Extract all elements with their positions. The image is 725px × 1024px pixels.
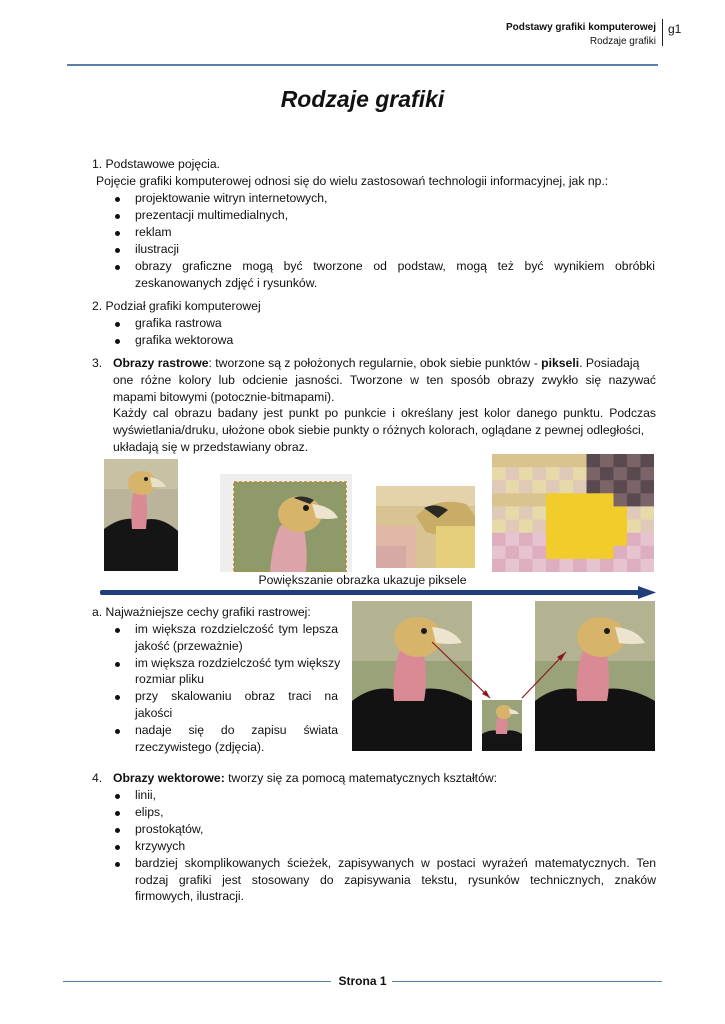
pixel-cell xyxy=(627,533,641,547)
s3-line4: Każdy cal obrazu badany jest punkt po punkcie i określany jest kolor danego punktu. Podczas xyxy=(113,406,656,420)
pixel-cell xyxy=(641,480,655,494)
s3-line3: mapami bitowymi (potocznie-bitmapami). xyxy=(113,390,335,404)
page-title: Rodzaje grafiki xyxy=(280,86,445,112)
pixel-cell xyxy=(492,559,506,572)
s1-item: obrazy graficzne mogą być tworzone od podstaw, mogą też być wynikiem obróbki xyxy=(135,259,655,273)
pixel-grid-svg xyxy=(492,454,654,572)
vulture-photo-thumbnail xyxy=(482,700,522,751)
pixel-cell xyxy=(492,480,506,494)
s3-bold-pixels: pikseli xyxy=(541,356,580,370)
pixel-cell xyxy=(587,559,601,572)
s3-num: 3. xyxy=(92,356,103,370)
sa-item-cont: jakość (przeważnie) xyxy=(135,639,243,653)
pixel-cell xyxy=(600,533,614,547)
pixel-cell xyxy=(600,506,614,520)
pixel-cell xyxy=(614,467,628,481)
pixel-cell xyxy=(587,506,601,520)
s4-text: tworzy się za pomocą matematycznych kształtów: xyxy=(224,771,498,785)
pixel-cell xyxy=(546,546,560,560)
pixel-cell xyxy=(492,520,506,534)
pixel-cell xyxy=(533,493,547,507)
pixel-cell xyxy=(627,480,641,494)
pixel-cell xyxy=(587,520,601,534)
pixel-cell xyxy=(546,454,560,468)
pixel-cell xyxy=(533,520,547,534)
pixel-cell xyxy=(533,559,547,572)
header-page-code: g1 xyxy=(668,22,682,36)
s1-item: reklam xyxy=(135,225,172,239)
pixel-cell xyxy=(560,546,574,560)
pixel-cell xyxy=(560,493,574,507)
pixel-cell xyxy=(506,533,520,547)
vulture-photo-zoom-medium xyxy=(376,486,475,568)
pixel-cell xyxy=(573,546,587,560)
pixel-cell xyxy=(627,546,641,560)
pixel-cell xyxy=(587,454,601,468)
pixel-cell xyxy=(641,454,655,468)
pixel-cell xyxy=(560,533,574,547)
pixel-cell xyxy=(546,559,560,572)
pixel-cell xyxy=(627,493,641,507)
pixel-cell xyxy=(573,493,587,507)
pixel-cell xyxy=(533,454,547,468)
pixel-cell xyxy=(641,493,655,507)
sa-item-cont: rzeczywistego (zdjęcia). xyxy=(135,740,265,754)
pixel-cell xyxy=(519,480,533,494)
pixel-cell xyxy=(587,493,601,507)
pixel-cell xyxy=(506,546,520,560)
s4-item: elips, xyxy=(135,805,164,819)
pixel-cell xyxy=(573,533,587,547)
s2-item: grafika rastrowa xyxy=(135,316,222,330)
pixel-cell xyxy=(600,493,614,507)
s1-item: ilustracji xyxy=(135,242,180,256)
s3-line6: układają się w przedstawiany obraz. xyxy=(113,440,309,454)
pixel-cell xyxy=(546,533,560,547)
s4-item: linii, xyxy=(135,788,156,802)
s2-item: grafika wektorowa xyxy=(135,333,234,347)
pixel-cell xyxy=(587,546,601,560)
pixel-cell xyxy=(641,546,655,560)
pixel-cell xyxy=(519,454,533,468)
pixel-cell xyxy=(492,546,506,560)
pixel-cell xyxy=(546,493,560,507)
s3-line5: wyświetlania/druku, ułożone obok siebie punkty o różnych kolorach, oglądane z pewnej odległości, xyxy=(113,423,645,437)
pixel-cell xyxy=(614,454,628,468)
pixel-cell xyxy=(533,480,547,494)
pixel-cell xyxy=(492,533,506,547)
pixel-cell xyxy=(614,559,628,572)
magnification-caption: Powiększanie obrazka ukazuje piksele xyxy=(258,573,467,587)
pixel-cell xyxy=(587,533,601,547)
pixel-cell xyxy=(506,480,520,494)
pixel-cell xyxy=(573,559,587,572)
pixel-cell xyxy=(546,506,560,520)
sa-item: im większa rozdzielczość tym większy xyxy=(135,656,341,670)
pixel-cell xyxy=(614,493,628,507)
pixel-cell xyxy=(627,506,641,520)
pixel-cell xyxy=(519,506,533,520)
pixel-cell xyxy=(627,454,641,468)
sa-item: nadaje się do zapisu świata xyxy=(135,723,338,737)
sa-item: przy skalowaniu obraz traci na xyxy=(135,689,338,703)
pixel-cell xyxy=(573,454,587,468)
pixel-cell xyxy=(600,454,614,468)
s2-heading: 2. Podział grafiki komputerowej xyxy=(92,299,261,313)
pixel-cell xyxy=(573,506,587,520)
pixel-cell xyxy=(560,480,574,494)
sa-item-cont: rozmiar pliku xyxy=(135,672,205,686)
pixel-cell xyxy=(506,520,520,534)
s4-heading xyxy=(113,770,497,787)
vulture-photo-selected xyxy=(220,474,352,572)
pixel-cell xyxy=(533,467,547,481)
s1-intro: Pojęcie grafiki komputerowej odnosi się do wielu zastosowań technologii informacyjnej, jak np.: xyxy=(96,174,609,188)
pixel-zoom-image xyxy=(492,454,654,572)
footer-page-number: Strona 1 xyxy=(338,974,387,988)
pixel-cell xyxy=(600,520,614,534)
s1-item: prezentacji multimedialnych, xyxy=(135,208,289,222)
scaling-red-arrows xyxy=(430,640,570,705)
s4-item-cont: firmowych, ilustracji. xyxy=(135,889,245,903)
pixel-cell xyxy=(533,546,547,560)
header-rule xyxy=(67,64,658,66)
pixel-cell xyxy=(492,467,506,481)
s3-line1 xyxy=(113,355,656,372)
pixel-cell xyxy=(560,520,574,534)
pixel-cell xyxy=(614,480,628,494)
pixel-cell xyxy=(614,533,628,547)
pixel-cell xyxy=(587,467,601,481)
pixel-cell xyxy=(600,467,614,481)
s4-item-cont: rodzaj grafiki jest stosowany do zapisywania tekstu, rysunków technicznych, znaków xyxy=(135,873,656,887)
pixel-cell xyxy=(641,559,655,572)
pixel-cell xyxy=(506,559,520,572)
pixel-cell xyxy=(641,520,655,534)
pixel-cell xyxy=(492,454,506,468)
pixel-cell xyxy=(506,493,520,507)
pixel-cell xyxy=(560,467,574,481)
pixel-cell xyxy=(614,546,628,560)
pixel-cell xyxy=(519,533,533,547)
s1-heading: 1. Podstawowe pojęcia. xyxy=(92,157,221,171)
pixel-cell xyxy=(600,546,614,560)
pixel-cell xyxy=(546,520,560,534)
pixel-cell xyxy=(573,467,587,481)
header-divider xyxy=(662,19,663,46)
pixel-cell xyxy=(546,467,560,481)
pixel-cell xyxy=(614,520,628,534)
sa-item: im większa rozdzielczość tym lepsza xyxy=(135,622,338,636)
pixel-cell xyxy=(506,467,520,481)
vulture-photo-small xyxy=(104,459,178,571)
pixel-cell xyxy=(560,454,574,468)
s3-text: : tworzone są z położonych regularnie, obok siebie punktów - xyxy=(208,356,542,370)
s4-bold-vector: Obrazy wektorowe: xyxy=(113,771,225,785)
header-section: Rodzaje grafiki xyxy=(589,36,656,47)
pixel-cell xyxy=(573,480,587,494)
pixel-cell xyxy=(587,480,601,494)
pixel-cell xyxy=(627,559,641,572)
pixel-cell xyxy=(533,533,547,547)
pixel-cell xyxy=(519,559,533,572)
s1-item-cont: zeskanowanych zdjęć i rysunków. xyxy=(135,276,318,290)
s1-item: projektowanie witryn internetowych, xyxy=(135,191,328,205)
pixel-cell xyxy=(627,520,641,534)
pixel-cell xyxy=(627,467,641,481)
pixel-cell xyxy=(600,559,614,572)
pixel-cell xyxy=(641,506,655,520)
pixel-cell xyxy=(519,520,533,534)
s4-item: krzywych xyxy=(135,839,186,853)
s4-num: 4. xyxy=(92,771,103,785)
pixel-cell xyxy=(641,467,655,481)
pixel-cell xyxy=(560,506,574,520)
pixel-cell xyxy=(519,467,533,481)
pixel-cell xyxy=(546,480,560,494)
sa-item-cont: jakości xyxy=(135,706,173,720)
pixel-cell xyxy=(492,506,506,520)
s3-bold-raster: Obrazy rastrowe xyxy=(113,356,209,370)
header-doc-title: Podstawy grafiki komputerowej xyxy=(505,22,656,33)
pixel-cell xyxy=(492,493,506,507)
pixel-cell xyxy=(519,546,533,560)
sa-heading: a. Najważniejsze cechy grafiki rastrowej: xyxy=(92,605,311,619)
pixel-cell xyxy=(506,454,520,468)
s4-item: bardziej skomplikowanych ścieżek, zapisywanych w postaci wyrażeń matematycznych. Ten xyxy=(135,856,656,870)
pixel-cell xyxy=(533,506,547,520)
pixel-cell xyxy=(600,480,614,494)
pixel-cell xyxy=(560,559,574,572)
pixel-cell xyxy=(573,520,587,534)
s3-text: . Posiadają xyxy=(579,356,640,370)
pixel-cell xyxy=(641,533,655,547)
pixel-cell xyxy=(614,506,628,520)
s3-line2: one różne kolory lub odcienie jasności. Tworzone w ten sposób obrazy zwykło się nazywać xyxy=(113,373,656,387)
pixel-cell xyxy=(506,506,520,520)
pixel-cell xyxy=(519,493,533,507)
s4-item: prostokątów, xyxy=(135,822,204,836)
